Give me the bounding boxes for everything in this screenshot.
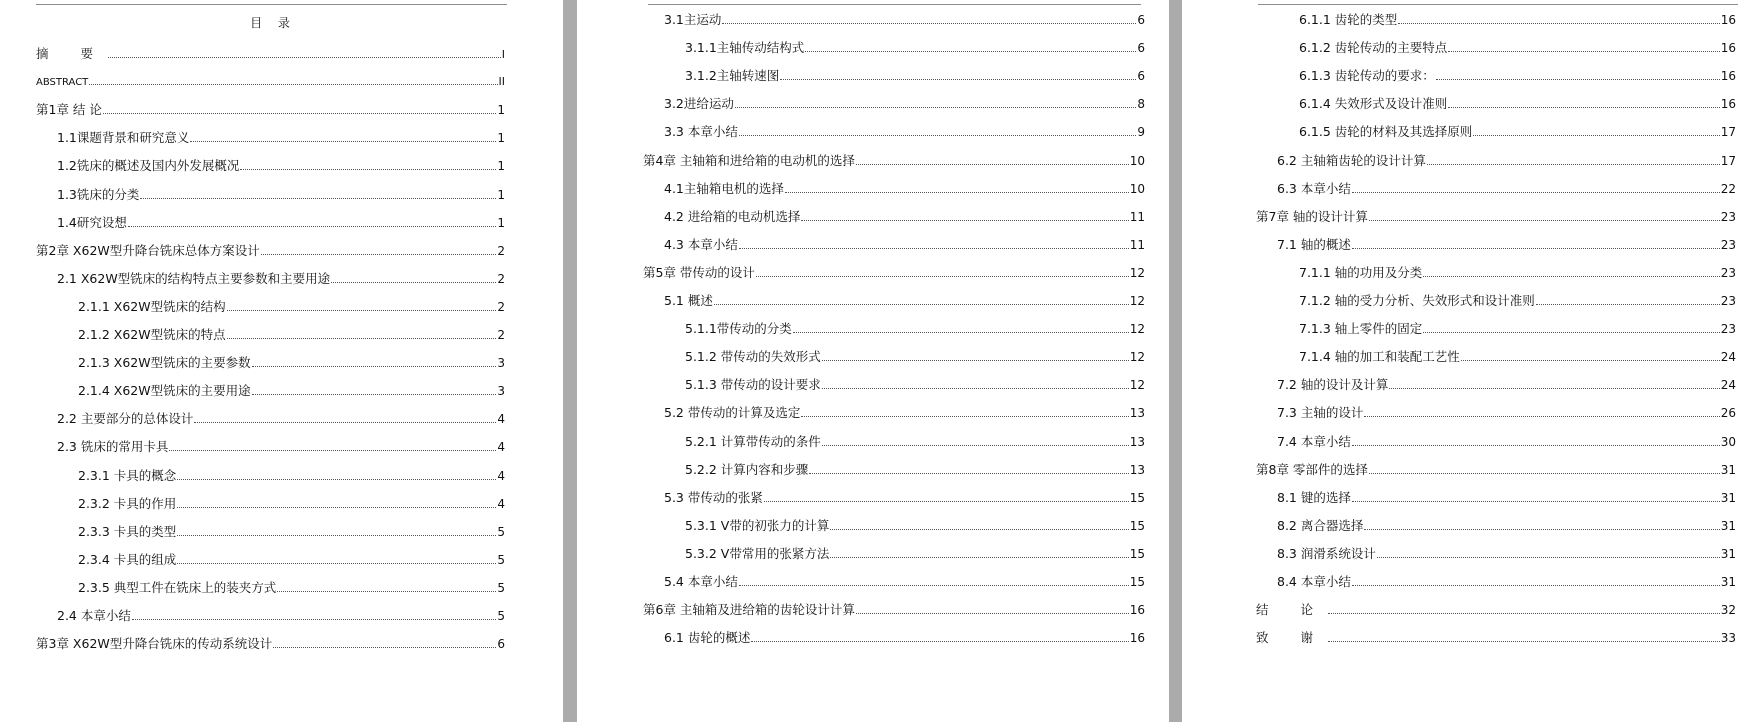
toc-entry-title: 3.1.2主轴转速图: [685, 68, 780, 83]
toc-entry-title: 2.4 本章小结: [57, 608, 131, 623]
dot-leader: [1364, 529, 1719, 530]
dot-leader: [227, 338, 497, 339]
toc-entry-title: 2.3.2 卡具的作用: [78, 496, 177, 511]
toc-entry-title: 5.2.2 计算内容和步骤: [685, 462, 809, 477]
dot-leader: [751, 641, 1128, 642]
dot-leader: [1328, 641, 1720, 642]
toc-entry-section-5-3[interactable]: [664, 490, 1145, 506]
toc-entry-section-5-1[interactable]: [664, 293, 1145, 309]
toc-entry-title: 5.3.1 V带的初张力的计算: [685, 518, 830, 533]
toc-entry-title: 8.4 本章小结: [1277, 574, 1351, 589]
toc-entry-section-6-1-2[interactable]: [1299, 40, 1736, 56]
dot-leader: [739, 135, 1137, 136]
dot-leader: [1352, 192, 1720, 193]
toc-entry-title: 2.1 X62W型铣床的结构特点主要参数和主要用途: [57, 271, 331, 286]
toc-entry-title: 8.2 离合器选择: [1277, 518, 1364, 533]
toc-entry-title: 4.3 本章小结: [664, 237, 738, 252]
dot-leader: [89, 84, 497, 85]
toc-entry-chapter-8[interactable]: [1256, 462, 1736, 478]
toc-page-number: 31: [1720, 547, 1736, 561]
toc-page-number: 24: [1720, 350, 1736, 364]
toc-page-number: 5: [497, 553, 505, 567]
toc-entry-section-7-1-3[interactable]: [1299, 321, 1736, 337]
toc-page-number: 1: [497, 131, 505, 145]
toc-entry-section-5-1-1[interactable]: [685, 321, 1145, 337]
toc-entry-section-2-3-5[interactable]: [78, 580, 505, 596]
toc-entry-title: 2.3.1 卡具的概念: [78, 468, 177, 483]
toc-entry-title: 8.3 润滑系统设计: [1277, 546, 1376, 561]
toc-page-number: 30: [1720, 435, 1736, 449]
toc-entry-section-2-2[interactable]: [57, 411, 505, 427]
dot-leader: [1423, 276, 1719, 277]
toc-page-number: 12: [1129, 322, 1145, 336]
toc-page-number: 12: [1129, 378, 1145, 392]
dot-leader: [227, 310, 497, 311]
toc-page-number: 16: [1129, 603, 1145, 617]
toc-entry-title: 1.1课题背景和研究意义: [57, 130, 190, 145]
toc-entry-section-8-3[interactable]: [1277, 546, 1736, 562]
dot-leader: [1352, 501, 1720, 502]
toc-entry-section-4-3[interactable]: [664, 237, 1145, 253]
toc-entry-section-7-1-2[interactable]: [1299, 293, 1736, 309]
toc-entry-section-5-1-2[interactable]: [685, 349, 1145, 365]
dot-leader: [1448, 51, 1719, 52]
toc-entry-front-matter[interactable]: [1256, 602, 1736, 618]
toc-entry-title: 5.3.2 V带常用的张紧方法: [685, 546, 830, 561]
dot-leader: [856, 613, 1129, 614]
toc-page-number: 4: [497, 497, 505, 511]
toc-page-number: 23: [1720, 294, 1736, 308]
toc-entry-section-6-1-1[interactable]: [1299, 12, 1736, 28]
toc-entry-section-2-1-4[interactable]: [78, 383, 505, 399]
toc-entry-title: 摘 要: [36, 46, 107, 61]
toc-entry-section-2-1-3[interactable]: [78, 355, 505, 371]
toc-page-number: 2: [497, 328, 505, 342]
toc-page-number: 13: [1129, 463, 1145, 477]
toc-page-number: 6: [1137, 13, 1145, 27]
toc-entry-section-5-4[interactable]: [664, 574, 1145, 590]
toc-entry-title: 3.1.1主轴传动结构式: [685, 40, 805, 55]
toc-entry-front-matter[interactable]: [1256, 630, 1736, 646]
dot-leader: [177, 563, 496, 564]
toc-page-number: 13: [1129, 435, 1145, 449]
toc-entry-title: 4.2 进给箱的电动机选择: [664, 209, 801, 224]
toc-entry-section-6-1-4[interactable]: [1299, 96, 1736, 112]
toc-entry-section-2-1[interactable]: [57, 271, 505, 287]
toc-entry-section-8-1[interactable]: [1277, 490, 1736, 506]
toc-entry-section-3-1[interactable]: [664, 12, 1145, 28]
toc-entry-title: 2.3.4 卡具的组成: [78, 552, 177, 567]
toc-entry-title: 结 论: [1256, 602, 1327, 617]
dot-leader: [177, 535, 496, 536]
toc-entry-chapter-5[interactable]: [643, 265, 1145, 281]
toc-page-number: 15: [1129, 519, 1145, 533]
toc-entry-section-4-1[interactable]: [664, 181, 1145, 197]
dot-leader: [194, 422, 496, 423]
toc-entry-title: 4.1主轴箱电机的选择: [664, 181, 784, 196]
toc-page-number: 16: [1720, 97, 1736, 111]
toc-entry-section-4-2[interactable]: [664, 209, 1145, 225]
dot-leader: [722, 23, 1136, 24]
toc-entry-title: 8.1 键的选择: [1277, 490, 1351, 505]
toc-entry-section-2-3-1[interactable]: [78, 468, 505, 484]
toc-entry-section-5-2-1[interactable]: [685, 434, 1145, 450]
toc-page-number: 15: [1129, 491, 1145, 505]
toc-entry-title: 7.2 轴的设计及计算: [1277, 377, 1389, 392]
toc-entry-section-7-1-4[interactable]: [1299, 349, 1736, 365]
toc-entry-section-3-1-2[interactable]: [685, 68, 1145, 84]
toc-entry-title: 2.1.3 X62W型铣床的主要参数: [78, 355, 251, 370]
toc-entry-title: 5.1 概述: [664, 293, 713, 308]
dot-leader: [273, 647, 496, 648]
toc-entry-title: 第2章 X62W型升降台铣床总体方案设计: [36, 243, 260, 258]
dot-leader: [822, 360, 1129, 361]
toc-entry-title: 1.3铣床的分类: [57, 187, 140, 202]
toc-entry-section-3-3[interactable]: [664, 124, 1145, 140]
toc-entry-section-7-2[interactable]: [1277, 377, 1736, 393]
toc-entry-title: 第7章 轴的设计计算: [1256, 209, 1368, 224]
toc-entry-title: 7.4 本章小结: [1277, 434, 1351, 449]
dot-leader: [252, 366, 497, 367]
toc-entry-title: 第8章 零部件的选择: [1256, 462, 1368, 477]
toc-entry-chapter-2[interactable]: [36, 243, 505, 259]
toc-entry-section-2-3-4[interactable]: [78, 552, 505, 568]
dot-leader: [793, 332, 1129, 333]
toc-page-number: 32: [1720, 603, 1736, 617]
toc-page-number: 31: [1720, 463, 1736, 477]
toc-page-number: 23: [1720, 238, 1736, 252]
toc-entry-title: 5.1.2 带传动的失效形式: [685, 349, 821, 364]
toc-entry-section-2-3-3[interactable]: [78, 524, 505, 540]
dot-leader: [128, 226, 496, 227]
toc-entry-section-6-2[interactable]: [1277, 153, 1736, 169]
toc-page-number: II: [498, 75, 505, 88]
toc-entry-title: 1.2铣床的概述及国内外发展概况: [57, 158, 240, 173]
dot-leader: [1352, 445, 1720, 446]
page-top-rule: [648, 4, 1141, 5]
toc-entry-title: 第3章 X62W型升降台铣床的传动系统设计: [36, 636, 273, 651]
toc-entry-chapter-1[interactable]: [36, 102, 505, 118]
toc-entry-section-6-1-5[interactable]: [1299, 124, 1736, 140]
toc-page-number: 16: [1720, 41, 1736, 55]
toc-entry-section-6-3[interactable]: [1277, 181, 1736, 197]
dot-leader: [1398, 23, 1719, 24]
toc-page-number: 16: [1720, 13, 1736, 27]
toc-page-number: 8: [1137, 97, 1145, 111]
toc-entry-section-7-4[interactable]: [1277, 434, 1736, 450]
document-page-3: [1182, 0, 1760, 722]
toc-entry-title: 7.1 轴的概述: [1277, 237, 1351, 252]
toc-entry-title: 6.1.4 失效形式及设计准则: [1299, 96, 1448, 111]
dot-leader: [1461, 360, 1720, 361]
dot-leader: [277, 591, 496, 592]
dot-leader: [1473, 135, 1719, 136]
dot-leader: [1536, 304, 1720, 305]
toc-page-number: 31: [1720, 575, 1736, 589]
toc-page-number: I: [501, 48, 505, 61]
dot-leader: [714, 304, 1129, 305]
toc-entry-title: 6.2 主轴箱齿轮的设计计算: [1277, 153, 1426, 168]
dot-leader: [261, 254, 497, 255]
toc-page-number: 31: [1720, 491, 1736, 505]
toc-entry-title: ABSTRACT: [36, 77, 89, 88]
toc-entry-title: 5.3 带传动的张紧: [664, 490, 763, 505]
toc-entry-section-2-1-2[interactable]: [78, 327, 505, 343]
dot-leader: [856, 164, 1129, 165]
toc-entry-section-2-4[interactable]: [57, 608, 505, 624]
dot-leader: [756, 276, 1129, 277]
toc-page-number: 4: [497, 412, 505, 426]
dot-leader: [169, 450, 496, 451]
toc-entry-front-matter[interactable]: [36, 46, 505, 62]
dot-leader: [822, 388, 1129, 389]
toc-entry-section-8-2[interactable]: [1277, 518, 1736, 534]
toc-entry-section-6-1-3[interactable]: [1299, 68, 1736, 84]
toc-page-number: 1: [497, 103, 505, 117]
toc-entry-title: 6.1.2 齿轮传动的主要特点: [1299, 40, 1448, 55]
toc-entry-title: 3.1主运动: [664, 12, 722, 27]
dot-leader: [1364, 416, 1719, 417]
document-page-1: [0, 0, 563, 722]
dot-leader: [1436, 79, 1720, 80]
toc-page-number: 16: [1720, 69, 1736, 83]
toc-entry-title: 5.2 带传动的计算及选定: [664, 405, 801, 420]
toc-entry-section-3-1-1[interactable]: [685, 40, 1145, 56]
toc-page-number: 12: [1129, 350, 1145, 364]
toc-page-number: 1: [497, 188, 505, 202]
toc-entry-title: 7.1.1 轴的功用及分类: [1299, 265, 1423, 280]
toc-page-number: 9: [1137, 125, 1145, 139]
dot-leader: [108, 57, 501, 58]
document-page-2: [577, 0, 1169, 722]
toc-entry-title: 第1章 结 论: [36, 102, 102, 117]
toc-entry-title: 3.2进给运动: [664, 96, 734, 111]
toc-page-number: 26: [1720, 406, 1736, 420]
toc-page-number: 17: [1720, 154, 1736, 168]
dot-leader: [1427, 164, 1720, 165]
dot-leader: [331, 282, 496, 283]
toc-page-number: 11: [1129, 238, 1145, 252]
toc-page-number: 23: [1720, 322, 1736, 336]
toc-entry-chapter-6[interactable]: [643, 602, 1145, 618]
toc-entry-section-1-1[interactable]: [57, 130, 505, 146]
toc-entry-section-7-3[interactable]: [1277, 405, 1736, 421]
page-top-rule: [36, 4, 507, 5]
toc-entry-title: 6.1 齿轮的概述: [664, 630, 751, 645]
dot-leader: [190, 141, 496, 142]
toc-entry-section-7-1-1[interactable]: [1299, 265, 1736, 281]
toc-entry-title: 2.2 主要部分的总体设计: [57, 411, 194, 426]
toc-entry-title: 7.1.3 轴上零件的固定: [1299, 321, 1423, 336]
toc-entry-section-2-3[interactable]: [57, 439, 505, 455]
toc-entry-title: 2.3.5 典型工件在铣床上的装夹方式: [78, 580, 277, 595]
toc-entry-section-1-4[interactable]: [57, 215, 505, 231]
toc-entry-section-5-1-3[interactable]: [685, 377, 1145, 393]
toc-entry-title: 7.1.2 轴的受力分析、失效形式和设计准则: [1299, 293, 1535, 308]
dot-leader: [240, 169, 496, 170]
dot-leader: [1448, 107, 1719, 108]
toc-entry-section-2-3-2[interactable]: [78, 496, 505, 512]
dot-leader: [830, 529, 1128, 530]
toc-entry-title: 2.3.3 卡具的类型: [78, 524, 177, 539]
toc-page-number: 2: [497, 244, 505, 258]
toc-page-number: 33: [1720, 631, 1736, 645]
toc-entry-chapter-3[interactable]: [36, 636, 505, 652]
toc-entry-title: 第6章 主轴箱及进给箱的齿轮设计计算: [643, 602, 855, 617]
toc-entry-title: 3.3 本章小结: [664, 124, 738, 139]
toc-page-number: 10: [1129, 154, 1145, 168]
dot-leader: [801, 220, 1128, 221]
toc-page-number: 1: [497, 216, 505, 230]
dot-leader: [739, 248, 1129, 249]
dot-leader: [140, 198, 496, 199]
toc-entry-section-1-2[interactable]: [57, 158, 505, 174]
toc-entry-section-5-3-2[interactable]: [685, 546, 1145, 562]
toc-page-number: 23: [1720, 266, 1736, 280]
dot-leader: [1377, 557, 1720, 558]
dot-leader: [1369, 220, 1720, 221]
page-top-rule: [1258, 4, 1738, 5]
toc-page-number: 3: [497, 384, 505, 398]
toc-page-number: 10: [1129, 182, 1145, 196]
toc-page-number: 11: [1129, 210, 1145, 224]
toc-entry-title: 2.1.1 X62W型铣床的结构: [78, 299, 226, 314]
toc-entry-title: 第4章 主轴箱和进给箱的电动机的选择: [643, 153, 855, 168]
toc-page-number: 15: [1129, 575, 1145, 589]
toc-entry-chapter-4[interactable]: [643, 153, 1145, 169]
dot-leader: [739, 585, 1129, 586]
dot-leader: [1352, 585, 1720, 586]
toc-page-number: 12: [1129, 294, 1145, 308]
toc-page-number: 4: [497, 469, 505, 483]
dot-leader: [785, 192, 1129, 193]
toc-page-number: 2: [497, 272, 505, 286]
toc-page-number: 6: [1137, 69, 1145, 83]
toc-page-number: 5: [497, 609, 505, 623]
toc-entry-title: 6.3 本章小结: [1277, 181, 1351, 196]
toc-page-number: 12: [1129, 266, 1145, 280]
dot-leader: [780, 79, 1136, 80]
toc-entry-chapter-7[interactable]: [1256, 209, 1736, 225]
toc-entry-title: 1.4研究设想: [57, 215, 127, 230]
toc-entry-title: 5.1.3 带传动的设计要求: [685, 377, 821, 392]
toc-entry-title: 第5章 带传动的设计: [643, 265, 755, 280]
toc-entry-section-5-2[interactable]: [664, 405, 1145, 421]
dot-leader: [252, 394, 497, 395]
toc-entry-title: 5.4 本章小结: [664, 574, 738, 589]
toc-entry-title: 5.1.1带传动的分类: [685, 321, 792, 336]
toc-entry-title: 2.1.4 X62W型铣床的主要用途: [78, 383, 251, 398]
toc-page-number: 5: [497, 581, 505, 595]
toc-page-number: 2: [497, 300, 505, 314]
toc-page-number: 3: [497, 356, 505, 370]
dot-leader: [822, 445, 1129, 446]
toc-page-number: 4: [497, 440, 505, 454]
toc-entry-title: 5.2.1 计算带传动的条件: [685, 434, 821, 449]
dot-leader: [1369, 473, 1720, 474]
toc-page-number: 5: [497, 525, 505, 539]
toc-page-number: 22: [1720, 182, 1736, 196]
toc-page-number: 23: [1720, 210, 1736, 224]
toc-entry-section-1-3[interactable]: [57, 187, 505, 203]
toc-page-number: 15: [1129, 547, 1145, 561]
toc-entry-section-8-4[interactable]: [1277, 574, 1736, 590]
dot-leader: [801, 416, 1128, 417]
dot-leader: [132, 619, 497, 620]
toc-page-number: 24: [1720, 378, 1736, 392]
dot-leader: [1423, 332, 1719, 333]
toc-page-number: 6: [1137, 41, 1145, 55]
toc-heading: 目 录: [250, 16, 296, 30]
toc-page-number: 6: [497, 637, 505, 651]
dot-leader: [103, 113, 496, 114]
dot-leader: [735, 107, 1136, 108]
toc-page-number: 31: [1720, 519, 1736, 533]
toc-entry-title: 致 谢: [1256, 630, 1327, 645]
toc-entry-title: 7.1.4 轴的加工和装配工艺性: [1299, 349, 1460, 364]
dot-leader: [809, 473, 1128, 474]
toc-page-number: 17: [1720, 125, 1736, 139]
toc-page-number: 1: [497, 159, 505, 173]
toc-page-number: 16: [1129, 631, 1145, 645]
dot-leader: [1328, 613, 1720, 614]
dot-leader: [177, 507, 496, 508]
dot-leader: [1389, 388, 1719, 389]
dot-leader: [805, 51, 1136, 52]
toc-entry-title: 2.1.2 X62W型铣床的特点: [78, 327, 226, 342]
toc-entry-title: 6.1.3 齿轮传动的要求：: [1299, 68, 1435, 83]
toc-entry-section-5-3-1[interactable]: [685, 518, 1145, 534]
toc-entry-title: 7.3 主轴的设计: [1277, 405, 1364, 420]
toc-entry-title: 6.1.1 齿轮的类型: [1299, 12, 1398, 27]
dot-leader: [1352, 248, 1720, 249]
toc-entry-section-7-1[interactable]: [1277, 237, 1736, 253]
toc-entry-section-3-2[interactable]: [664, 96, 1145, 112]
toc-entry-title: 6.1.5 齿轮的材料及其选择原则: [1299, 124, 1473, 139]
dot-leader: [830, 557, 1128, 558]
toc-entry-section-5-2-2[interactable]: [685, 462, 1145, 478]
toc-entry-title: 2.3 铣床的常用卡具: [57, 439, 169, 454]
dot-leader: [764, 501, 1129, 502]
toc-page-number: 13: [1129, 406, 1145, 420]
toc-entry-section-6-1[interactable]: [664, 630, 1145, 646]
dot-leader: [177, 479, 496, 480]
toc-entry-section-2-1-1[interactable]: [78, 299, 505, 315]
toc-entry-front-matter[interactable]: [36, 74, 505, 90]
